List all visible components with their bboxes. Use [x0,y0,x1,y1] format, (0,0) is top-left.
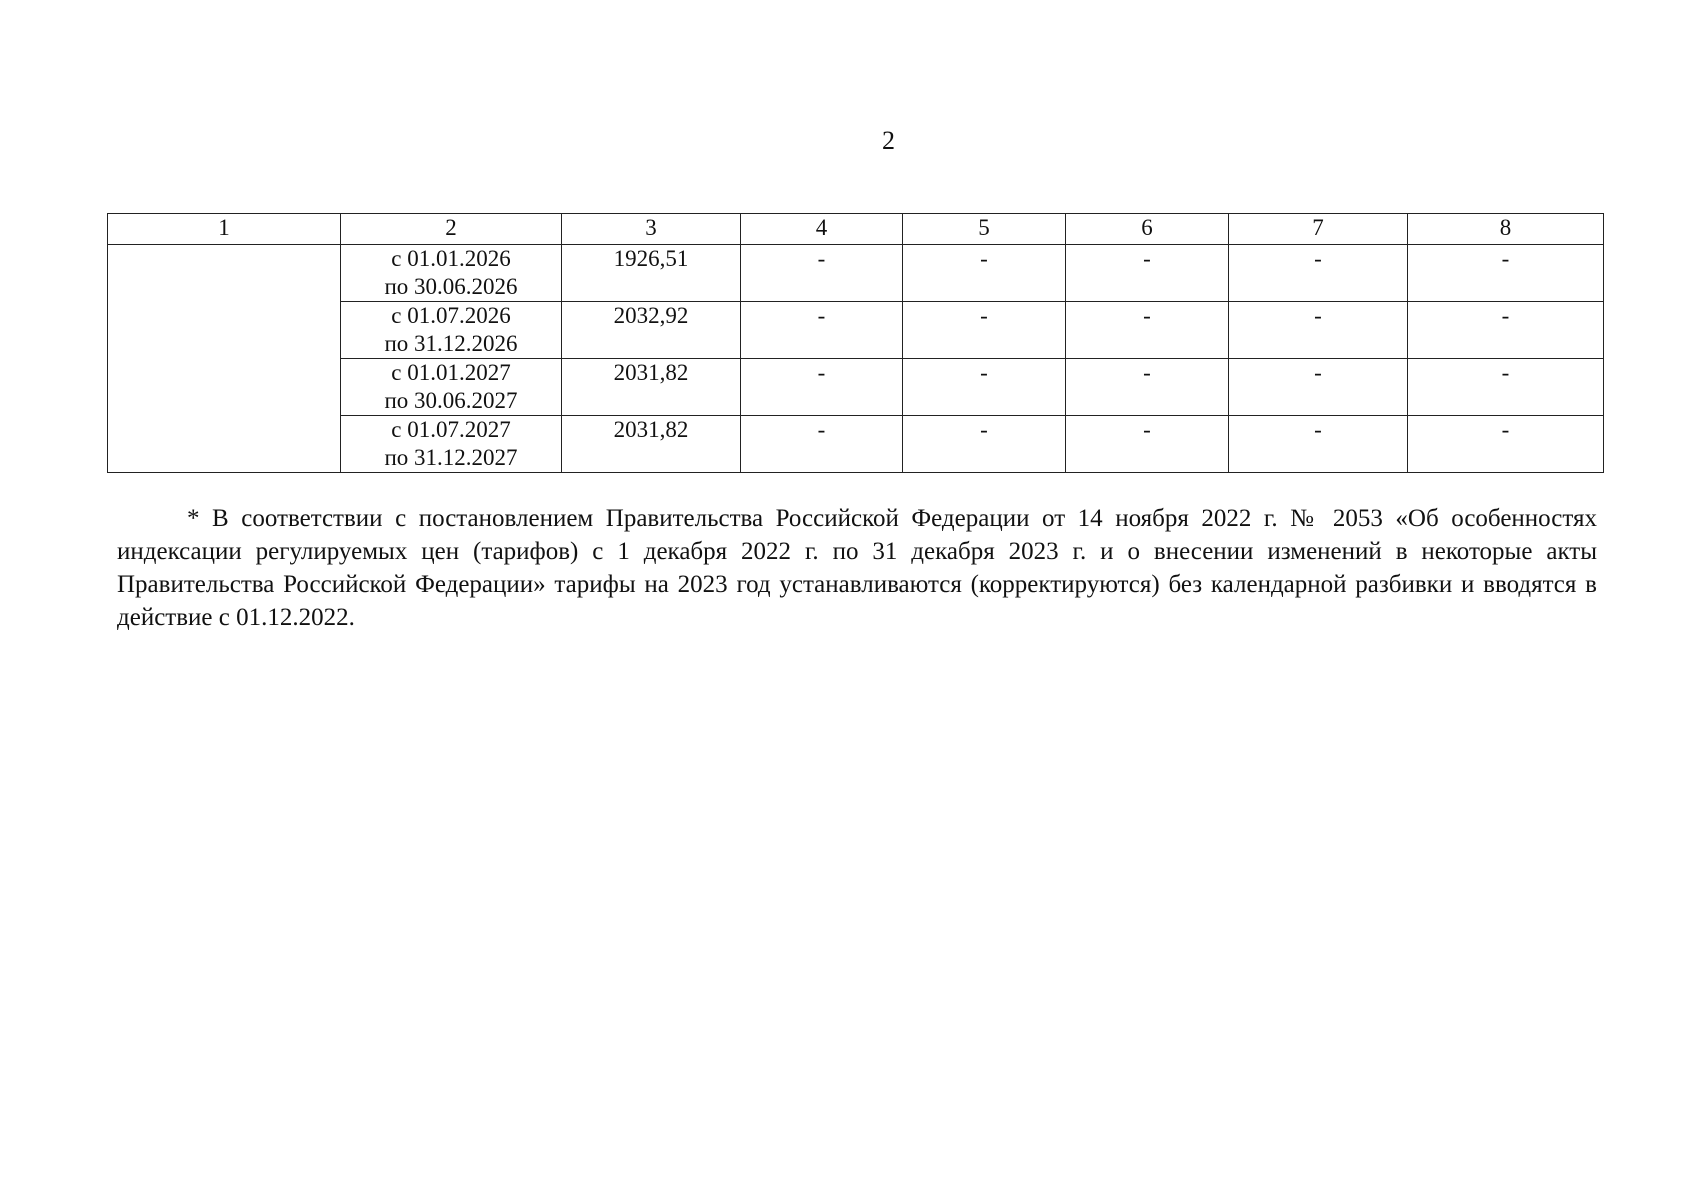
dash-cell: - [741,359,903,416]
dash-cell: - [903,302,1066,359]
dash-cell: - [903,416,1066,473]
dash-cell: - [1066,416,1229,473]
period-cell [341,416,562,473]
column-header-3: 3 [562,214,741,245]
column-header-6: 6 [1066,214,1229,245]
period-to: по 30.06.2026 [384,274,518,299]
dash-cell: - [903,245,1066,302]
dash-cell: - [1229,359,1408,416]
dash-cell: - [1408,245,1604,302]
dash-cell: - [741,302,903,359]
period-from: с 01.07.2027 [391,417,511,442]
dash-cell: - [1066,302,1229,359]
dash-cell: - [1408,359,1604,416]
dash-cell: - [1066,245,1229,302]
value-cell: 1926,51 [562,245,741,302]
column-header-7: 7 [1229,214,1408,245]
dash-cell: - [903,359,1066,416]
dash-cell: - [1229,302,1408,359]
dash-cell: - [1408,302,1604,359]
dash-cell: - [1408,416,1604,473]
period-cell [341,245,562,302]
period-to: по 31.12.2027 [384,445,518,470]
page-number: 2 [882,126,895,155]
dash-cell: - [1229,245,1408,302]
dash-cell: - [1229,416,1408,473]
merged-empty-cell [108,245,341,473]
header-row [108,214,1604,245]
value-cell: 2031,82 [562,359,741,416]
column-header-2: 2 [341,214,562,245]
period-cell [341,359,562,416]
dash-cell: - [741,416,903,473]
dash-cell: - [1066,359,1229,416]
period-from: с 01.01.2027 [391,360,511,385]
period-from: с 01.01.2026 [391,246,511,271]
period-from: с 01.07.2026 [391,303,511,328]
period-to: по 31.12.2026 [384,331,518,356]
column-header-5: 5 [903,214,1066,245]
value-cell: 2031,82 [562,416,741,473]
footnote-text: * В соответствии с постановлением Правительства Российской Федерации от 14 ноября 2022 г. № 2053 «Об особенностях индексации регулируемых цен (тарифов) с 1 декабря 2022 г. по 31 декабря 2023 г. и о внесении изменений в некоторые акты Правительства Российской Федерации» тарифы на 2023 год устанавливаются (корректируются) без календарной разбивки и вводятся в действие с 01.12.2022. [117,505,1597,631]
column-header-1: 1 [108,214,341,245]
value-cell: 2032,92 [562,302,741,359]
column-header-8: 8 [1408,214,1604,245]
dash-cell: - [741,245,903,302]
tariff-table [107,213,1604,473]
period-to: по 30.06.2027 [384,388,518,413]
period-cell [341,302,562,359]
column-header-4: 4 [741,214,903,245]
table-row [108,245,1604,302]
